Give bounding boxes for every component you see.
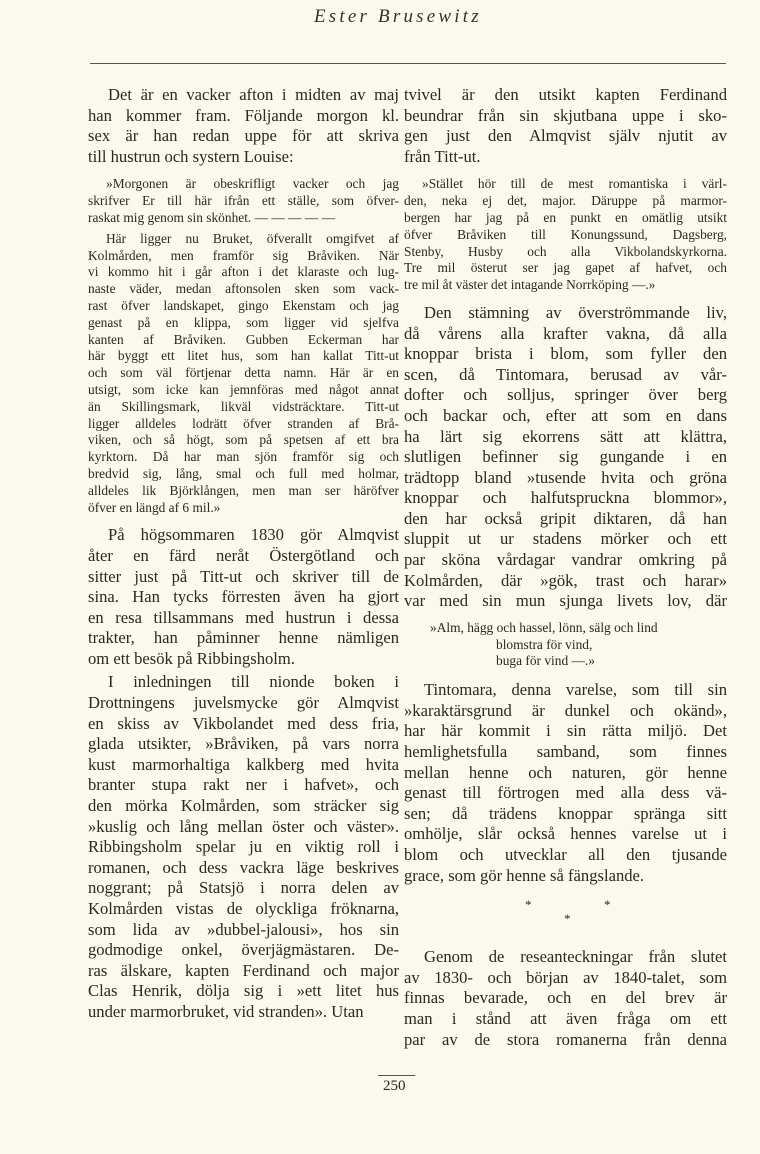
text-line: Kolmården, där »gök, trast och harar» (404, 570, 727, 590)
text-line: grace, som gör henne så fängslande. (404, 865, 645, 885)
text-line: han kommer fram. Följande morgon kl. (88, 105, 399, 125)
text-line: knoppar och halfutspruckna blommor», (404, 488, 727, 508)
text-line: sex är han redan uppe för att skriva (88, 126, 399, 146)
verse-line: blomstra för vind, (496, 636, 593, 652)
right-column (404, 85, 727, 1053)
text-line: sina. Han tycks förresten även ha gjort (88, 587, 399, 607)
verse-line: »Alm, hägg och hassel, lönn, sälg och lind (430, 619, 658, 635)
footer-rule (378, 1075, 415, 1076)
text-line: På högsommaren 1830 gör Almqvist (108, 525, 399, 545)
text-line: under marmorbruket, vid stranden». Utan (88, 1001, 364, 1021)
text-line: en skiss av Vikbolandet med dess fria, (88, 713, 399, 733)
left-column (88, 85, 399, 1026)
text-line: mellan henne och naturen, gör henne (404, 762, 727, 782)
quote-line: utsigt, som icke kan jemnföras med något annat (88, 381, 399, 397)
text-line: par av de stora romanerna från denna (404, 1029, 727, 1049)
quote-line: tre mil åt väster det intagande Norrköping —.» (404, 277, 656, 293)
quote-line: Här ligger nu Bruket, öfverallt omgifvet af (106, 230, 399, 246)
quote-line: Stenby, Husby och alla Vikbolandskyrkorna. (404, 243, 727, 259)
text-line: Genom de reseanteckningar från slutet (424, 947, 727, 967)
text-line: sen; då trädens knoppar spränga sitt (404, 803, 727, 823)
paragraph (88, 85, 399, 167)
quote-line: den, neka ej det, major. Däruppe på marmor- (404, 193, 727, 209)
text-line: par sköna vårdagar vandrar omkring på (404, 550, 727, 570)
quote-line: alldeles lik Björklången, men man ser häröfver (88, 482, 399, 498)
text-line: »kuslig och lång mellan öster och väster». (88, 816, 399, 836)
text-line: sitter just på Titt-ut och skriver till de (88, 566, 399, 586)
text-line: åter en färd neråt Östergötland och (88, 545, 399, 565)
text-line: tvivel är den utsikt kapten Ferdinand (404, 85, 727, 104)
text-line: romanen, och dess vackra läge beskrives (88, 857, 399, 877)
text-line: noggrant; på Statsjö i norra delen av (88, 878, 399, 898)
text-line: Kolmården vistas de olyckliga fröknarna, (88, 899, 399, 918)
text-line: har här kommit i sin rätta miljö. Det (404, 721, 727, 741)
text-line: som lida av »dubbel-jalousi», hos sin (88, 919, 399, 939)
text-line: Clas Henrik, dölja sig i »ett litet hus (88, 981, 399, 1001)
quote-line: naste väder, medan aftonsolen sken som vack- (88, 281, 399, 297)
verse-quote (404, 620, 727, 670)
text-line: Den stämning av överströmmande liv, (424, 302, 727, 322)
paragraph (404, 85, 727, 167)
text-line: då vårens alla krafter vakna, då alla (404, 323, 727, 343)
text-line: trädtopp bland »tusende hvita och gröna (404, 467, 727, 487)
section-break-asterisks (404, 889, 727, 947)
quote-line: ligger alldeles lodrätt öfver stranden af Brå- (88, 415, 399, 431)
text-line: man i stånd att även fråga om ett (404, 1008, 727, 1028)
text-line: av 1830- och början av 1840-talet, som (404, 967, 727, 987)
paragraph (404, 947, 727, 1050)
running-title: Ester Brusewitz (314, 6, 482, 27)
header-rule (90, 63, 726, 64)
paragraph (404, 680, 727, 886)
text-line: Ribbingsholm spelar ju en viktig roll i (88, 837, 399, 857)
quote-line: »Stället hör till de mest romantiska i värl- (422, 176, 727, 192)
quote-line: Tre mil österut ser jag gapet af hafvet, och (404, 260, 727, 276)
text-line: om ett besök på Ribbingsholm. (88, 648, 295, 668)
paragraph (88, 672, 399, 1022)
quote-line: här byggt ett litet hus, som han kallat Titt-ut (88, 348, 399, 364)
quote-line: genast på en klippa, som ligger vid sjelfva (88, 314, 399, 330)
quote-line: vi kommo hit i går afton i det klaraste och lug- (88, 264, 399, 280)
text-line: branter stupa rakt ner i hafvet», och (88, 775, 399, 795)
text-line: godmodige onkel, överjägmästaren. De- (88, 940, 399, 960)
quote-line: rast öfver landskapet, gingo Ekenstam och jag (88, 297, 399, 313)
quote-line: öfver Bråviken till Konungssund, Dagsberg, (404, 226, 727, 242)
quote-line: bredvid sig, lång, smal och full med holmar, (88, 465, 399, 481)
paragraph (404, 303, 727, 612)
text-line: dofter och solljus, springer över berg (404, 385, 727, 405)
text-line: knoppar brista i blom, som fyller den (404, 344, 727, 364)
text-line: till hustrun och systern Louise: (88, 146, 294, 166)
verse-line: buga för vind —.» (496, 653, 595, 669)
quote-line: kyrktorn. Då har man sjön framför sig och (88, 449, 399, 465)
text-line: beundrar från sin skjutbana uppe i sko- (404, 105, 727, 125)
text-line: Det är en vacker afton i midten av maj (108, 85, 399, 104)
text-line: ha lärt sig ekorrens sätt att klättra, (404, 426, 727, 446)
text-line: en resa tillsammans med hustrun i dessa (88, 607, 399, 627)
text-line: Drottningens juvelsmycke gör Almqvist (88, 693, 399, 713)
text-line: var med sin mun sjunga livets lov, där (404, 591, 727, 611)
text-line: sluppit ut ur stadens mörker och ett (404, 529, 727, 549)
text-line: ras älskare, kapten Ferdinand och major (88, 960, 399, 980)
text-line: den har också gripit diktaren, då han (404, 508, 727, 528)
text-line: finnas bevarade, och en del brev är (404, 988, 727, 1008)
paragraph (88, 525, 399, 669)
text-line: I inledningen till nionde boken i (108, 672, 399, 692)
quote-line: öfver en längd af 6 mil.» (88, 499, 221, 515)
text-line: gen just den Almqvist själv njutit av (404, 126, 727, 146)
text-line: scen, då Tintomara, berusad av vår- (404, 364, 727, 384)
text-line: slutligen befinner sig gungande i en (404, 447, 727, 467)
quote-line: än Skillingsmark, likväl vidsträcktare. Titt-ut (88, 398, 399, 414)
quote-line: »Morgonen är obeskrifligt vacker och jag (106, 176, 399, 192)
text-line: blom och utvecklar all den tjusande (404, 845, 727, 864)
asterisk: * (564, 911, 571, 927)
quote-line: och som väl förtjenar detta namn. Här är en (88, 365, 399, 381)
quote-line: kanten af Bråviken. Gubben Eckerman har (88, 331, 399, 347)
text-line: kust marmorhaltiga kalkberg med hvita (88, 754, 399, 774)
text-line: från Titt-ut. (404, 146, 481, 166)
quote-line: skrifver Er till här ifrån ett ställe, som öfver- (88, 193, 399, 209)
text-line: genast till förtrogen med alla dess vä- (404, 783, 727, 803)
text-line: Tintomara, denna varelse, som till sin (424, 680, 727, 700)
text-line: trakter, han påminner henne nämligen (88, 628, 399, 648)
quote-line: bergen har jag på en punkt en omätlig utsikt (404, 209, 727, 225)
quote-line: viken, och så högt, som på spetsen af ett bra (88, 432, 399, 448)
block-quote (88, 176, 399, 516)
text-line: glada utsikter, »Bråviken, på vars norra (88, 734, 399, 754)
text-line: den mörka Kolmården, som sträcker sig (88, 796, 399, 816)
asterisk: * (604, 897, 611, 913)
quote-line: raskat mig genom sin skönhet. — — — — — (88, 209, 335, 225)
page-number: 250 (383, 1078, 406, 1094)
text-line: »karaktärsgrund är dunkel och okänd», (404, 700, 727, 720)
text-line: hemlighetsfulla samband, som finnes (404, 742, 727, 762)
asterisk: * (525, 897, 532, 913)
text-line: omhölje, slår också hennes varelse ut i (404, 824, 727, 844)
quote-line: Kolmården, men framför sig Bråviken. När (88, 247, 399, 263)
text-line: och backar och, efter att som en dans (404, 405, 727, 425)
block-quote (404, 176, 727, 294)
